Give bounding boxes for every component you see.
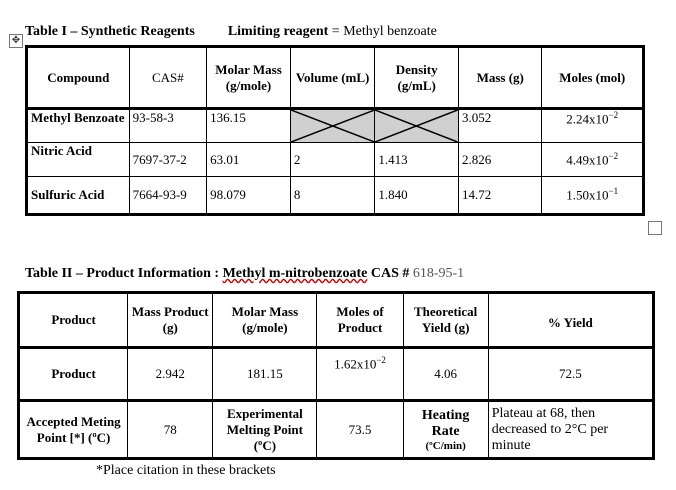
- molar-mass-cell: 98.079: [207, 177, 291, 215]
- header-compound: Compound: [27, 47, 130, 109]
- header-mass-product: Mass Product (g): [128, 293, 213, 348]
- limiting-reagent-label: Limiting reagent: [227, 24, 329, 39]
- moles-base: 1.50x10: [566, 187, 609, 203]
- header-theoretical-yield: Theoretical Yield (g): [403, 293, 488, 348]
- molar-mass-cell: 63.01: [207, 143, 291, 177]
- heating-rate-value-cell: Plateau at 68, then decreased to 2°C per minute: [488, 401, 653, 459]
- accepted-mp-label-cell: Accepted Meting Point [*] (ºC): [19, 401, 128, 459]
- header-molar-mass: Molar Mass (g/mole): [207, 47, 291, 109]
- table2-title: Table II – Product Information :: [25, 266, 220, 281]
- moles-base: 1.62x10: [334, 356, 377, 372]
- cas-cell: 7664-93-9: [129, 177, 207, 215]
- synthetic-reagents-table: [25, 45, 645, 216]
- mass-cell: 2.826: [458, 143, 541, 177]
- table-row: [19, 348, 654, 401]
- molar-mass-cell: 136.15: [207, 109, 291, 143]
- header-moles: Moles (mol): [542, 47, 644, 109]
- table2-title-line: [25, 266, 464, 282]
- moles-cell: [542, 109, 644, 143]
- compound-cell: Sulfuric Acid: [27, 177, 130, 215]
- header-volume: Volume (mL): [290, 47, 375, 109]
- header-mass: Mass (g): [458, 47, 541, 109]
- header-moles-product: Moles of Product: [317, 293, 403, 348]
- product-information-table: [17, 291, 655, 460]
- moles-cell: [542, 177, 644, 215]
- molar-mass-cell: 181.15: [213, 348, 317, 401]
- cas-cell: 93-58-3: [129, 109, 207, 143]
- table-row: [27, 109, 644, 143]
- heating-rate-unit: (ºC/min): [425, 439, 466, 452]
- citation-footnote: *Place citation in these brackets: [96, 463, 276, 478]
- mass-product-cell: 2.942: [128, 348, 213, 401]
- header-molar-mass: Molar Mass (g/mole): [213, 293, 317, 348]
- volume-cell-na: [290, 109, 375, 143]
- compound-cell: Methyl Benzoate: [27, 109, 130, 143]
- accepted-mp-value-cell: 78: [128, 401, 213, 459]
- header-percent-yield: % Yield: [488, 293, 653, 348]
- table1-title-line: [25, 24, 437, 40]
- compound-cell: Nitric Acid: [27, 143, 130, 177]
- crossed-out-icon: [291, 110, 375, 142]
- theoretical-yield-cell: 4.06: [403, 348, 488, 401]
- table-move-handle-icon[interactable]: ✥: [9, 34, 23, 48]
- moles-exponent: −2: [608, 150, 619, 161]
- experimental-mp-label-cell: Experimental Melting Point (ºC): [213, 401, 317, 459]
- table-row: [27, 177, 644, 215]
- cas-value: 618-95-1: [412, 266, 465, 281]
- product-label-cell: Product: [19, 348, 128, 401]
- crossed-out-icon: [375, 110, 458, 142]
- experimental-mp-value-cell: 73.5: [317, 401, 403, 459]
- cas-label: CAS #: [370, 266, 410, 281]
- header-density: Density (g/mL): [375, 47, 459, 109]
- moles-cell: [542, 143, 644, 177]
- header-cas: CAS#: [129, 47, 207, 109]
- table-row: [27, 143, 644, 177]
- table1-title: Table I – Synthetic Reagents: [25, 24, 195, 39]
- volume-cell: 8: [290, 177, 375, 215]
- moles-base: 2.24x10: [566, 111, 609, 127]
- density-cell-na: [375, 109, 459, 143]
- density-cell: 1.413: [375, 143, 459, 177]
- heating-rate-label: Heating Rate: [421, 407, 470, 439]
- moles-exponent: −2: [376, 355, 386, 365]
- moles-base: 4.49x10: [566, 152, 609, 168]
- moles-exponent: −2: [608, 110, 619, 120]
- mass-cell: 3.052: [458, 109, 541, 143]
- heating-rate-label-cell: [403, 401, 488, 459]
- volume-cell: 2: [290, 143, 375, 177]
- header-product: Product: [19, 293, 128, 348]
- density-cell: 1.840: [375, 177, 459, 215]
- table-resize-handle[interactable]: [648, 221, 662, 235]
- percent-yield-cell: 72.5: [488, 348, 653, 401]
- product-name: Methyl m-nitrobenzoate: [222, 266, 368, 281]
- cas-cell: 7697-37-2: [129, 143, 207, 177]
- moles-exponent: −1: [608, 186, 619, 197]
- table-row: [19, 401, 654, 459]
- limiting-reagent-value: = Methyl benzoate: [331, 24, 437, 39]
- mass-cell: 14.72: [458, 177, 541, 215]
- moles-product-cell: [317, 348, 403, 401]
